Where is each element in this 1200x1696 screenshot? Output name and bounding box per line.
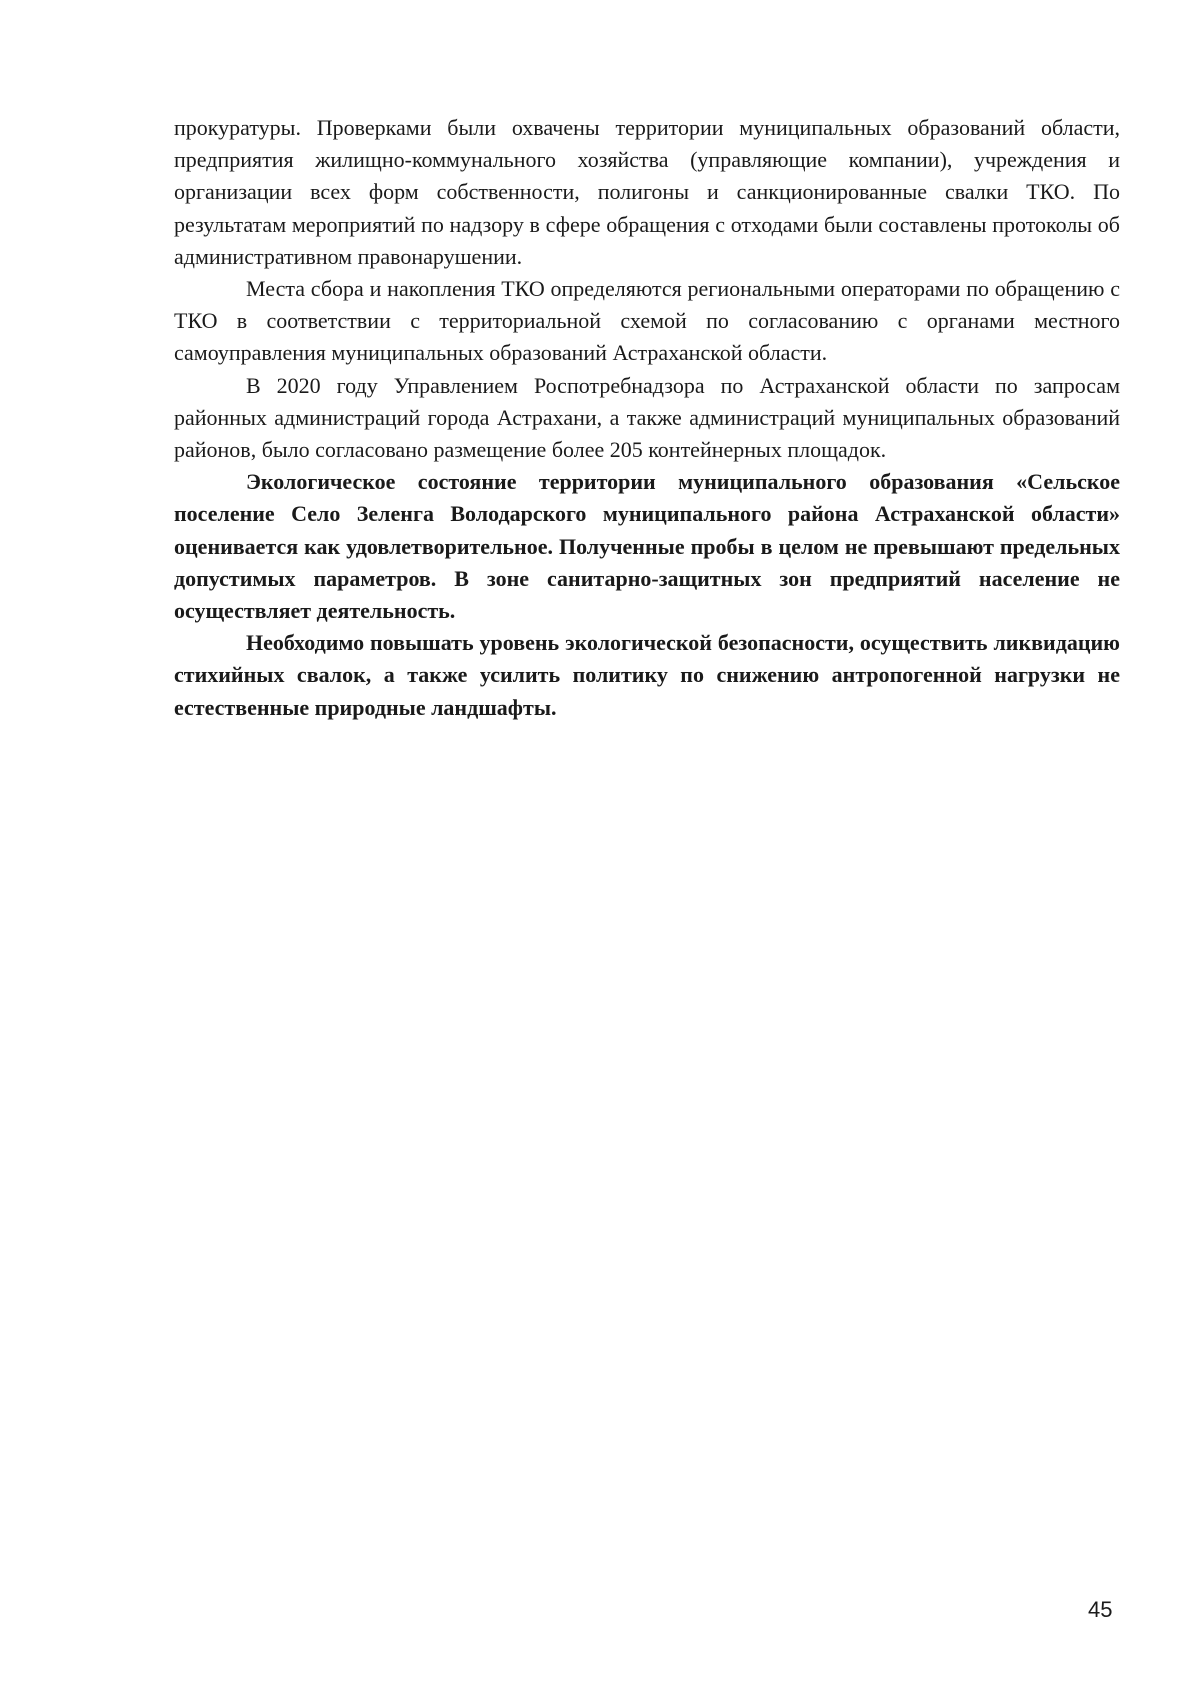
paragraph-continuation: прокуратуры. Проверками были охвачены территории муниципальных образований области, предприятия жилищно-коммунального хозяйства (управляющие компании), учреждения и организации всех форм собственности, полигоны и санкционированные свалки ТКО. По результатам мероприятий по надзору в сфере обращения с отходами были составлены протоколы об административном правонарушении.	[174, 115, 1120, 269]
paragraph-recommendations: Необходимо повышать уровень экологической безопасности, осуществить ликвидацию стихийных свалок, а также усилить политику по снижению антропогенной нагрузки не естественные природные ландшафты.	[174, 630, 1120, 720]
page-number: 45	[1088, 1597, 1113, 1622]
paragraph-waste-collection-sites: Места сбора и накопления ТКО определяются региональными операторами по обращению с ТКО в соответствии с территориальной схемой по согласованию с органами местного самоуправления муниципальных образований Астраханской области.	[174, 276, 1120, 366]
body-text	[174, 112, 1120, 724]
paragraph-ecological-state: Экологическое состояние территории муниципального образования «Сельское поселение Село Зеленга Володарского муниципального района Астраханской области» оценивается как удовлетворительное. Полученные пробы в целом не превышают предельных допустимых параметров. В зоне санитарно-защитных зон предприятий население не осуществляет деятельность.	[174, 469, 1120, 624]
paragraph-container-sites-2020: В 2020 году Управлением Роспотребнадзора по Астраханской области по запросам районных администраций города Астрахани, а также администраций муниципальных образований районов, было согласовано размещение более 205 контейнерных площадок.	[174, 372, 1120, 463]
